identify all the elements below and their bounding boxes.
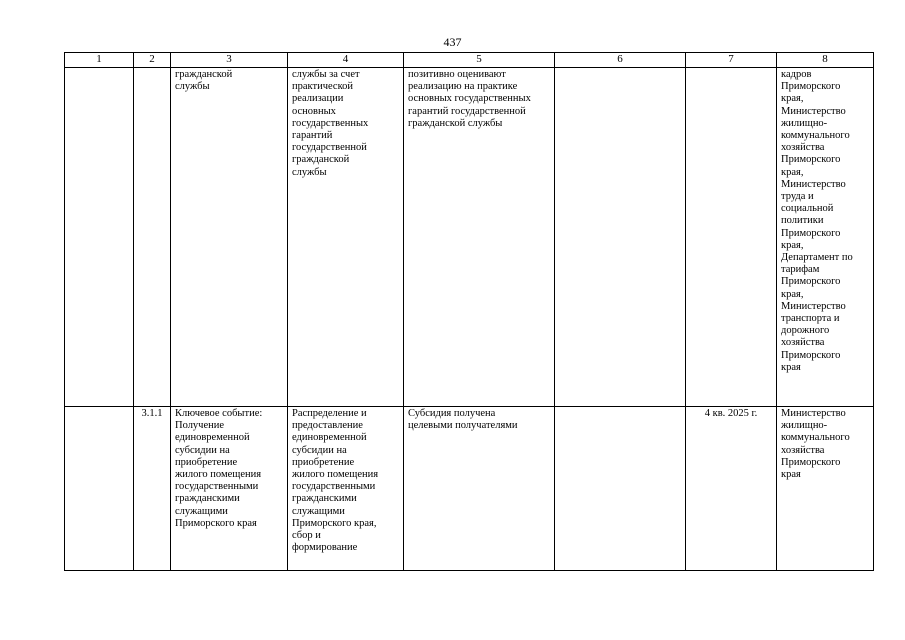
table-cell: службы за счет практической реализации основных государственных гарантий государственной гражданской службы [288,68,404,407]
table-cell: Министерство жилищно- коммунального хозяйства Приморского края [777,407,874,571]
column-header: 3 [171,53,288,68]
column-number-row [65,53,874,68]
column-header: 4 [288,53,404,68]
table-cell [555,407,686,571]
table-cell: Субсидия получена целевыми получателями [404,407,555,571]
document-table [64,52,874,571]
column-header: 2 [134,53,171,68]
table-cell [65,407,134,571]
table-cell [686,68,777,407]
table-cell: 3.1.1 [134,407,171,571]
table-cell: гражданской службы [171,68,288,407]
page-number: 437 [443,35,462,49]
table-cell: Ключевое событие: Получение единовременной субсидии на приобретение жилого помещения государственными гражданскими служащими Приморского края [171,407,288,571]
table-cell [134,68,171,407]
table-row [65,68,874,407]
column-header: 8 [777,53,874,68]
table-row [65,407,874,571]
column-header: 5 [404,53,555,68]
column-header: 6 [555,53,686,68]
table-cell [65,68,134,407]
column-header: 7 [686,53,777,68]
table-cell: 4 кв. 2025 г. [686,407,777,571]
table-cell [555,68,686,407]
table-cell: кадров Приморского края, Министерство жилищно- коммунального хозяйства Приморского края, Министерство труда и социальной политики Приморского края, Департамент по тарифам Приморского края, Министерство транспорта и дорожного хозяйства Приморского края [777,68,874,407]
column-header: 1 [65,53,134,68]
table-cell: Распределение и предоставление единовременной субсидии на приобретение жилого помещения государственными гражданскими служащими Приморского края, сбор и формирование [288,407,404,571]
table-cell: позитивно оценивают реализацию на практике основных государственных гарантий государственной гражданской службы [404,68,555,407]
